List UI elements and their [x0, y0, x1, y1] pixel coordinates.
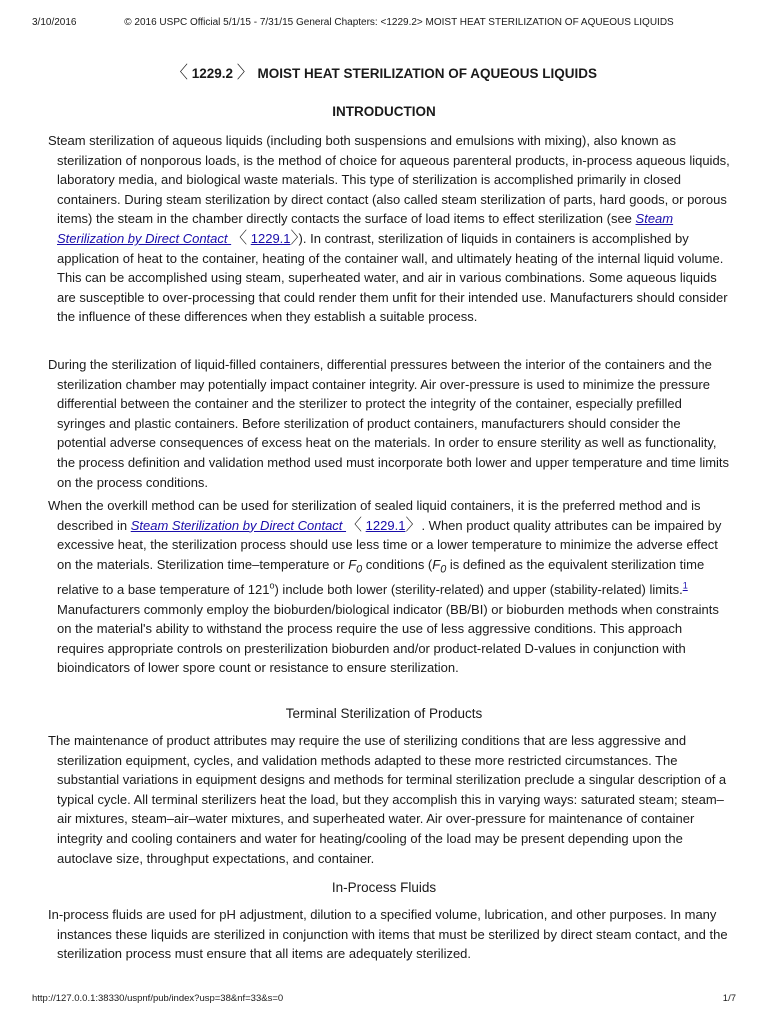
- inprocess-p1-text: In-process fluids are used for pH adjustment, dilution to a specified volume, lubrication, and other purposes. In many instances these liquids are sterilized in conjunction with items that must be sterilized by direct steam contact, and the sterilization process must ensure that all items are adequately sterilized.: [48, 907, 728, 962]
- intro-p3-text-d: is defined as the equivalent sterilization time relative to a base temperature of 121: [57, 556, 705, 597]
- intro-p3-text-e: ) include both lower (sterility-related) and upper (stability-related) limits.: [274, 581, 683, 597]
- ref-close-bracket: 〉: [290, 229, 299, 247]
- terminal-paragraph-1: [48, 731, 732, 868]
- intro-p2-text: During the sterilization of liquid-filled containers, differential pressures between the interior of the containers and the sterilization chamber may potentially impact container integrity. Air over-pressure is used to minimize the pressure differential between the container and the sterilizer to protect the integrity of the container, especially prefilled syringes and plastic containers. Before sterilization of product containers, manufacturers should consider the potential adverse consequences of excess heat on the materials. In order to ensure sterility as well as functionality, the process definition and validation method used must incorporate both lower and upper temperature and time limits on the process conditions.: [48, 357, 730, 490]
- ref-close-bracket-2: 〉: [405, 516, 422, 534]
- section-heading-introduction: INTRODUCTION: [332, 104, 436, 119]
- intro-p3-text-f: Manufacturers commonly employ the bioburden/biological indicator (BB/BI) or bioburden methods when constraints on the material's ability to withstand the process require the use of less aggressive conditions. This approach requires appropriate controls on presterilization bioburden and/or product-related D-values in conjunction with bioindicators of lower spore count or resistance to ensure sterilization.: [57, 601, 719, 676]
- f0-symbol-2: $F_0$: [432, 556, 447, 576]
- intro-p3-text-b: . When product quality attributes can be impaired by excessive heat, the sterilization process should use less time or a lower temperature to minimize the adverse effect on the materials. Sterilization time–temperature or: [57, 517, 722, 572]
- link-chapter-1229-1-2[interactable]: 1229.1: [365, 517, 406, 533]
- section-heading-terminal-sterilization: Terminal Sterilization of Products: [285, 706, 483, 721]
- print-footer-url: http://127.0.0.1:38330/uspnf/pub/index?usp=38&nf=33&s=0: [32, 993, 284, 1004]
- intro-p3-text-a: When the overkill method can be used for sterilization of sealed liquid containers, it is the preferred method and is described in: [48, 498, 701, 533]
- chapter-open-bracket: 〈: [170, 63, 188, 82]
- link-steam-sterilization-direct-contact[interactable]: Steam Sterilization by Direct Contact: [57, 211, 674, 246]
- print-header-title: © 2016 USPC Official 5/1/15 - 7/31/15 General Chapters: <1229.2> MOIST HEAT STERILIZATION OF AQUEOUS LIQUIDS: [124, 17, 674, 28]
- terminal-p1-text: The maintenance of product attributes may require the use of sterilizing conditions that are less aggressive and sterilization equipment, cycles, and validation methods adapted to these more restricted circumstances. The substantial variations in equipment designs and methods for terminal sterilization preclude a singular description of a typical cycle. All terminal sterilizers heat the load, but they accomplish this in varying ways: saturated steam; steam–air mixtures, steam–air–water mixtures, and superheated water. Air over-pressure for maintenance of container integrity and cooling containers and water for heating/cooling of the load may be present depending upon the autoclave size, throughput expectations, and container.: [48, 733, 727, 866]
- intro-paragraph-3: [48, 496, 732, 678]
- intro-p3-text-c: conditions (: [362, 556, 433, 572]
- f0-symbol: $F_0$: [348, 556, 363, 576]
- intro-paragraph-2: [48, 355, 732, 492]
- page-number: 1/7: [722, 993, 736, 1004]
- link-steam-sterilization-direct-contact-2[interactable]: Steam Sterilization by Direct Contact: [130, 517, 347, 533]
- inprocess-paragraph-1: [48, 905, 732, 964]
- ref-open-bracket-2: 〈: [346, 516, 363, 534]
- section-heading-in-process-fluids: In-Process Fluids: [331, 880, 437, 895]
- print-date: 3/10/2016: [32, 17, 77, 28]
- chapter-number: 1229.2: [191, 66, 234, 81]
- chapter-title: MOIST HEAT STERILIZATION OF AQUEOUS LIQUIDS: [257, 66, 598, 81]
- chapter-close-bracket: 〉: [236, 63, 254, 82]
- intro-p1-text-a: Steam sterilization of aqueous liquids (including both suspensions and emulsions with mixing), also known as sterilization of nonporous loads, is the method of choice for aqueous parenteral products, in-process aqueous liquids, laboratory media, and biological waste materials. This type of sterilization is accomplished primarily in closed containers. During steam sterilization by direct contact (also called steam sterilization of parts, hard goods, or porous items) the steam in the chamber directly contacts the surface of load items to effect sterilization (see: [48, 133, 730, 227]
- link-chapter-1229-1[interactable]: 1229.1: [250, 230, 291, 246]
- ref-open-bracket: 〈: [231, 229, 248, 247]
- page-title: [0, 58, 768, 83]
- intro-p1-text-b: ). In contrast, sterilization of liquids in containers is accomplished by application of heat to the container, heating of the container wall, and ultimately heating of the internal liquid volume. This can be accomplished using steam, superheated water, and air in various combinations. Some aqueous liquids are susceptible to over-processing that could render them unfit for their intended use. Manufacturers should consider the influence of these differences when they establish a suitable process.: [57, 230, 728, 325]
- intro-paragraph-1: [48, 131, 732, 327]
- footnote-link-1[interactable]: 1: [682, 580, 688, 591]
- degree-symbol: o: [269, 580, 275, 591]
